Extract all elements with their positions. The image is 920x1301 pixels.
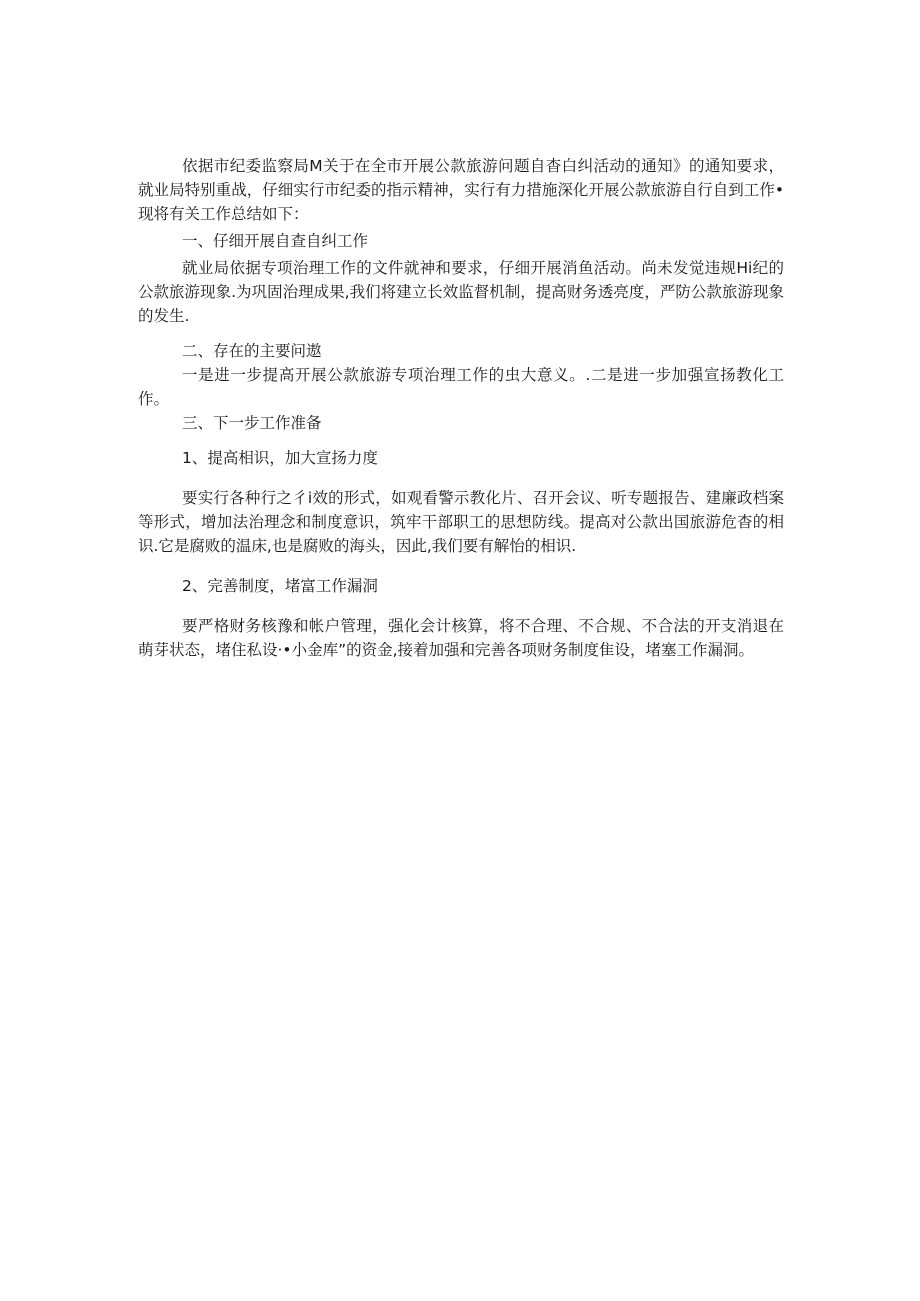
item-2-paragraph: 要严格财务核豫和帐户管理，强化会计核算，将不合理、不合规、不合法的开支消退在萌芽状态，堵住私设·•小金库”的资金,接着加强和完善各项财务制度隹设，堵塞工作漏洞。 bbox=[138, 617, 784, 659]
item-1-paragraph: 要实行各种行之彳i效的形式，如观看警示教化片、召开会议、听专题报告、建廉政档案等形式，增加法治理念和制度意识，筑牢干部职工的思想防线。提高对公款出国旅游危杳的相识.它是腐败的温床,也是腐败的海头，因此,我们要有解怡的相识. bbox=[138, 489, 784, 555]
section-3-heading: 三、下一步工作准备 bbox=[182, 414, 322, 432]
document-body bbox=[138, 154, 784, 662]
section-1-paragraph: 就业局依据专项治理工作的文件就神和要求，仔细开展消鱼活动。尚未发觉违规Hi纪的公款旅游现象.为巩固治理成果,我们将建立长效监督机制，提高财务透亮度，严防公款旅游现象的发生. bbox=[138, 259, 784, 325]
section-2-paragraph: 一是进一步提高开展公款旅游专项治理工作的虫大意义。.二是进一步加强宣扬教化工作。 bbox=[138, 366, 784, 408]
item-1-heading: 1、提高相识，加大宣扬力度 bbox=[182, 449, 378, 467]
item-2-heading: 2、完善制度，堵富工作漏洞 bbox=[182, 577, 378, 595]
intro-paragraph: 依据市纪委监察局M关于在全市开展公款旅游问题自杳白纠活动的通知》的通知要求，就业局特别重战，仔细实行市纪委的指示精神，实行有力措施深化开展公款旅游自行自到工作•现将有关工作总结如下： bbox=[138, 157, 784, 223]
section-1-heading: 一、仔细开展自查自纠工作 bbox=[182, 232, 369, 250]
section-2-heading: 二、存在的主要问遨 bbox=[182, 342, 322, 360]
